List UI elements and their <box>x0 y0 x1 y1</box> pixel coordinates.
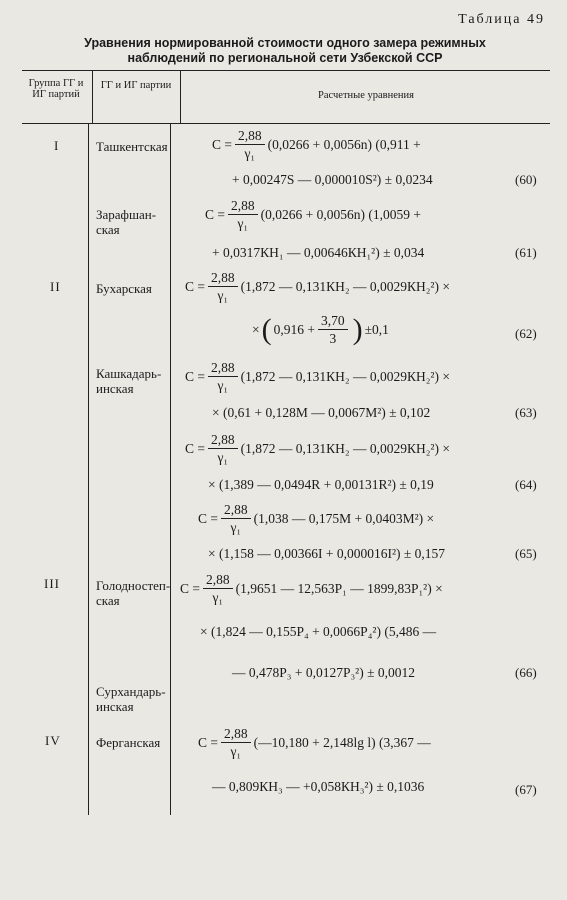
party-name: Ферганская <box>96 735 161 750</box>
left-parenthesis: ( <box>261 312 272 346</box>
equation-term: (1,872 — 0,131КН₂ — 0,0029КН₂²) × <box>240 440 450 456</box>
coefficient-fraction: $\frac{2,88}{\text{γ₁}}$ <box>208 270 238 303</box>
header-divider-1 <box>92 70 93 123</box>
party-name: Сурхандарь-инская <box>96 684 166 714</box>
equation-66-line-2: × (1,824 — 0,155Р₄ + 0,0066Р₄²) (5,486 — <box>200 624 437 639</box>
inner-fraction: $\frac{3,70}{3}$ <box>318 313 348 346</box>
equation-number: (61) <box>515 245 537 260</box>
equation-65-line-1 <box>198 502 434 535</box>
equation-number: (66) <box>515 665 537 680</box>
header-bottom-rule <box>22 123 550 124</box>
header-party-column: ГГ и ИГ партии <box>100 80 172 91</box>
table-number: Таблица 49 <box>458 12 545 27</box>
equation-lhs: C = <box>185 368 205 384</box>
equation-63-line-1 <box>185 360 450 393</box>
equation-60-line-2: + 0,00247S — 0,000010S²) ± 0,0234 <box>232 172 433 187</box>
equation-lhs: C = <box>185 440 205 456</box>
equation-64-line-2: × (1,389 — 0,0494R + 0,00131R²) ± 0,19 <box>208 477 434 492</box>
header-divider-2 <box>180 70 181 123</box>
group-label: IV <box>45 733 61 748</box>
equation-term: (—10,180 + 2,148lg l) (3,367 — <box>253 734 431 750</box>
equation-number: (63) <box>515 405 537 420</box>
coefficient-fraction: $\frac{2,88}{\text{γ₁}}$ <box>203 572 233 605</box>
equation-lhs: C = <box>180 580 200 596</box>
header-equation-column: Расчетные уравнения <box>318 90 414 101</box>
coefficient-fraction: $\frac{2,88}{\text{γ₁}}$ <box>221 502 251 535</box>
group-label: II <box>50 279 61 294</box>
party-name: Кашкадарь-инская <box>96 366 162 396</box>
equation-term: (1,872 — 0,131КН₂ — 0,0029КН₂²) × <box>240 368 450 384</box>
equation-64-line-1 <box>185 432 450 465</box>
equation-63-line-2: × (0,61 + 0,128М — 0,0067М²) ± 0,102 <box>212 405 431 420</box>
equation-67-line-1 <box>198 726 431 759</box>
equation-number: (65) <box>515 546 537 561</box>
coefficient-fraction: $\frac{2,88}{\text{γ₁}}$ <box>228 198 258 231</box>
equation-65-line-2: × (1,158 — 0,00366I + 0,000016I²) ± 0,157 <box>208 546 446 561</box>
coefficient-fraction: $\frac{2,88}{\text{γ₁}}$ <box>235 128 265 161</box>
group-label: III <box>44 576 60 591</box>
equation-term: (0,0266 + 0,0056n) (0,911 + <box>267 136 421 152</box>
party-name: Бухарская <box>96 281 152 296</box>
equation-66-line-3: — 0,478Р₃ + 0,0127Р₃²) ± 0,0012 <box>232 665 415 680</box>
header-group-column: Группа ГГ и ИГ партий <box>28 78 84 100</box>
column-divider-1 <box>88 123 89 815</box>
equation-term: (1,038 — 0,175М + 0,0403М²) × <box>253 510 435 526</box>
column-divider-2 <box>170 123 171 815</box>
table-caption: Уравнения нормированной стоимости одного замера режимных наблюдений по региональной сети Узбекской ССР <box>84 36 486 65</box>
equation-term: (1,9651 — 12,563Р₁ — 1899,83Р₁²) × <box>235 580 443 596</box>
equation-lhs: C = <box>198 734 218 750</box>
equation-lhs: C = <box>212 136 232 152</box>
equation-62-line-2: × ( 0,916 + $\frac{3,70}{3}$ ) ±0,1 <box>252 312 389 346</box>
equation-62-line-1 <box>185 270 450 303</box>
equation-number: (67) <box>515 782 537 797</box>
party-name: Ташкентская <box>96 139 168 154</box>
equation-term: (0,0266 + 0,0056n) (1,0059 + <box>260 206 421 222</box>
equation-lhs: C = <box>198 510 218 526</box>
party-name: Голодностеп-ская <box>96 578 171 608</box>
equation-61-line-2: + 0,0317КН₁ — 0,00646КН₁²) ± 0,034 <box>212 245 425 260</box>
coefficient-fraction: $\frac{2,88}{\text{γ₁}}$ <box>208 360 238 393</box>
party-name: Зарафшан-ская <box>96 207 157 237</box>
group-label: I <box>54 138 60 153</box>
equation-term: (1,872 — 0,131КН₂ — 0,0029КН₂²) × <box>240 278 450 294</box>
coefficient-fraction: $\frac{2,88}{\text{γ₁}}$ <box>221 726 251 759</box>
equation-60-line-1 <box>212 128 421 161</box>
equation-67-line-2: — 0,809КН₃ — +0,058КН₃²) ± 0,1036 <box>212 779 425 794</box>
coefficient-fraction: $\frac{2,88}{\text{γ₁}}$ <box>208 432 238 465</box>
equation-lhs: C = <box>205 206 225 222</box>
right-parenthesis: ) <box>352 312 363 346</box>
table-top-rule <box>22 70 550 71</box>
equation-66-line-1 <box>180 572 443 605</box>
equation-lhs: C = <box>185 278 205 294</box>
equation-number: (60) <box>515 172 537 187</box>
equation-number: (64) <box>515 477 537 492</box>
equation-number: (62) <box>515 326 537 341</box>
equation-61-line-1 <box>205 198 421 231</box>
